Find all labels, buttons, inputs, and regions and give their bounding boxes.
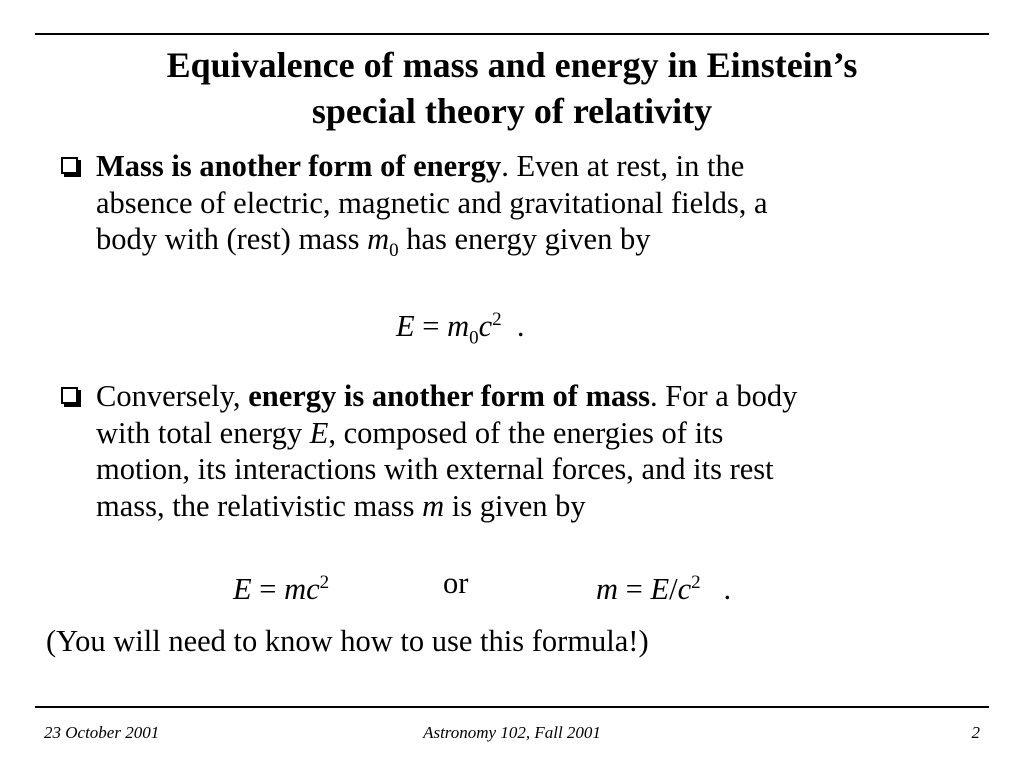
bullet-energy-mass bbox=[96, 378, 976, 524]
eq1-E: E bbox=[396, 309, 415, 344]
bullet2-text-a: Conversely, bbox=[96, 379, 249, 413]
bullet2-line-4 bbox=[96, 488, 976, 525]
bullet1-m: m bbox=[367, 222, 390, 256]
eq1-m: m bbox=[447, 309, 470, 344]
eq2-E: E bbox=[233, 572, 252, 607]
bullet1-line3-b: has energy given by bbox=[398, 222, 651, 256]
eq3-period: . bbox=[700, 572, 732, 607]
eq2-equals: = bbox=[251, 572, 285, 607]
eq3-equals: = bbox=[618, 572, 651, 607]
bullet2-line2-b: , composed of the energies of its bbox=[328, 415, 724, 450]
equation-rest-energy bbox=[396, 302, 525, 356]
eq1-equals: = bbox=[414, 309, 448, 344]
title-line-1: Equivalence of mass and energy in Einstein’s bbox=[166, 45, 858, 85]
equation-relativistic-energy bbox=[233, 565, 329, 607]
footer-course: Astronomy 102, Fall 2001 bbox=[423, 723, 601, 742]
eq1-period: . bbox=[501, 309, 525, 344]
formula-note: (You will need to know how to use this formula!) bbox=[46, 624, 649, 658]
bullet1-bold: Mass is another form of energy bbox=[96, 149, 502, 183]
checkbox-bullet-icon bbox=[61, 387, 78, 404]
eq3-c: c bbox=[677, 572, 692, 607]
eq3-E: E bbox=[650, 572, 670, 607]
bullet2-line-3: motion, its interactions with external forces, and its rest bbox=[96, 452, 774, 486]
bullet2-line-2 bbox=[96, 415, 976, 452]
bullet1-line3-a: body with (rest) mass bbox=[96, 222, 368, 256]
footer-page-number: 2 bbox=[971, 723, 980, 742]
bullet1-text: . Even at rest, in the bbox=[501, 149, 745, 183]
title-line-2: special theory of relativity bbox=[311, 91, 713, 131]
bullet1-line-2: absence of electric, magnetic and gravitational fields, a bbox=[96, 185, 768, 220]
bullet2-line2-a: with total energy bbox=[96, 415, 310, 450]
bullet-mass-energy bbox=[96, 148, 976, 270]
equation-relativistic-mass bbox=[596, 565, 731, 607]
eq1-sub: 0 bbox=[469, 327, 479, 349]
or-label: or bbox=[443, 566, 469, 600]
bullet2-bold: energy is another form of mass bbox=[248, 379, 650, 413]
bullet1-line-1 bbox=[96, 148, 976, 185]
eq3-sup: 2 bbox=[691, 572, 701, 593]
bullet2-line4-a: mass, the relativistic mass bbox=[96, 488, 423, 523]
eq2-mc: mc bbox=[284, 572, 320, 607]
bullet2-line4-b: is given by bbox=[444, 488, 586, 523]
checkbox-bullet-icon bbox=[61, 157, 78, 174]
bottom-rule bbox=[35, 706, 989, 708]
bullet2-m: m bbox=[422, 488, 445, 523]
bullet2-text-b: . For a body bbox=[650, 379, 798, 413]
bullet2-E: E bbox=[309, 415, 329, 450]
eq3-m: m bbox=[596, 572, 619, 607]
footer-date: 23 October 2001 bbox=[44, 723, 160, 742]
eq1-c: c bbox=[478, 309, 493, 344]
top-rule bbox=[35, 33, 989, 35]
eq3-slash: / bbox=[669, 572, 678, 607]
eq1-sup: 2 bbox=[492, 309, 502, 330]
slide-title bbox=[60, 42, 964, 134]
bullet1-line-3 bbox=[96, 221, 976, 270]
eq2-sup: 2 bbox=[319, 572, 330, 593]
bullet2-line-1 bbox=[96, 378, 976, 415]
bullet1-sub: 0 bbox=[389, 240, 399, 262]
